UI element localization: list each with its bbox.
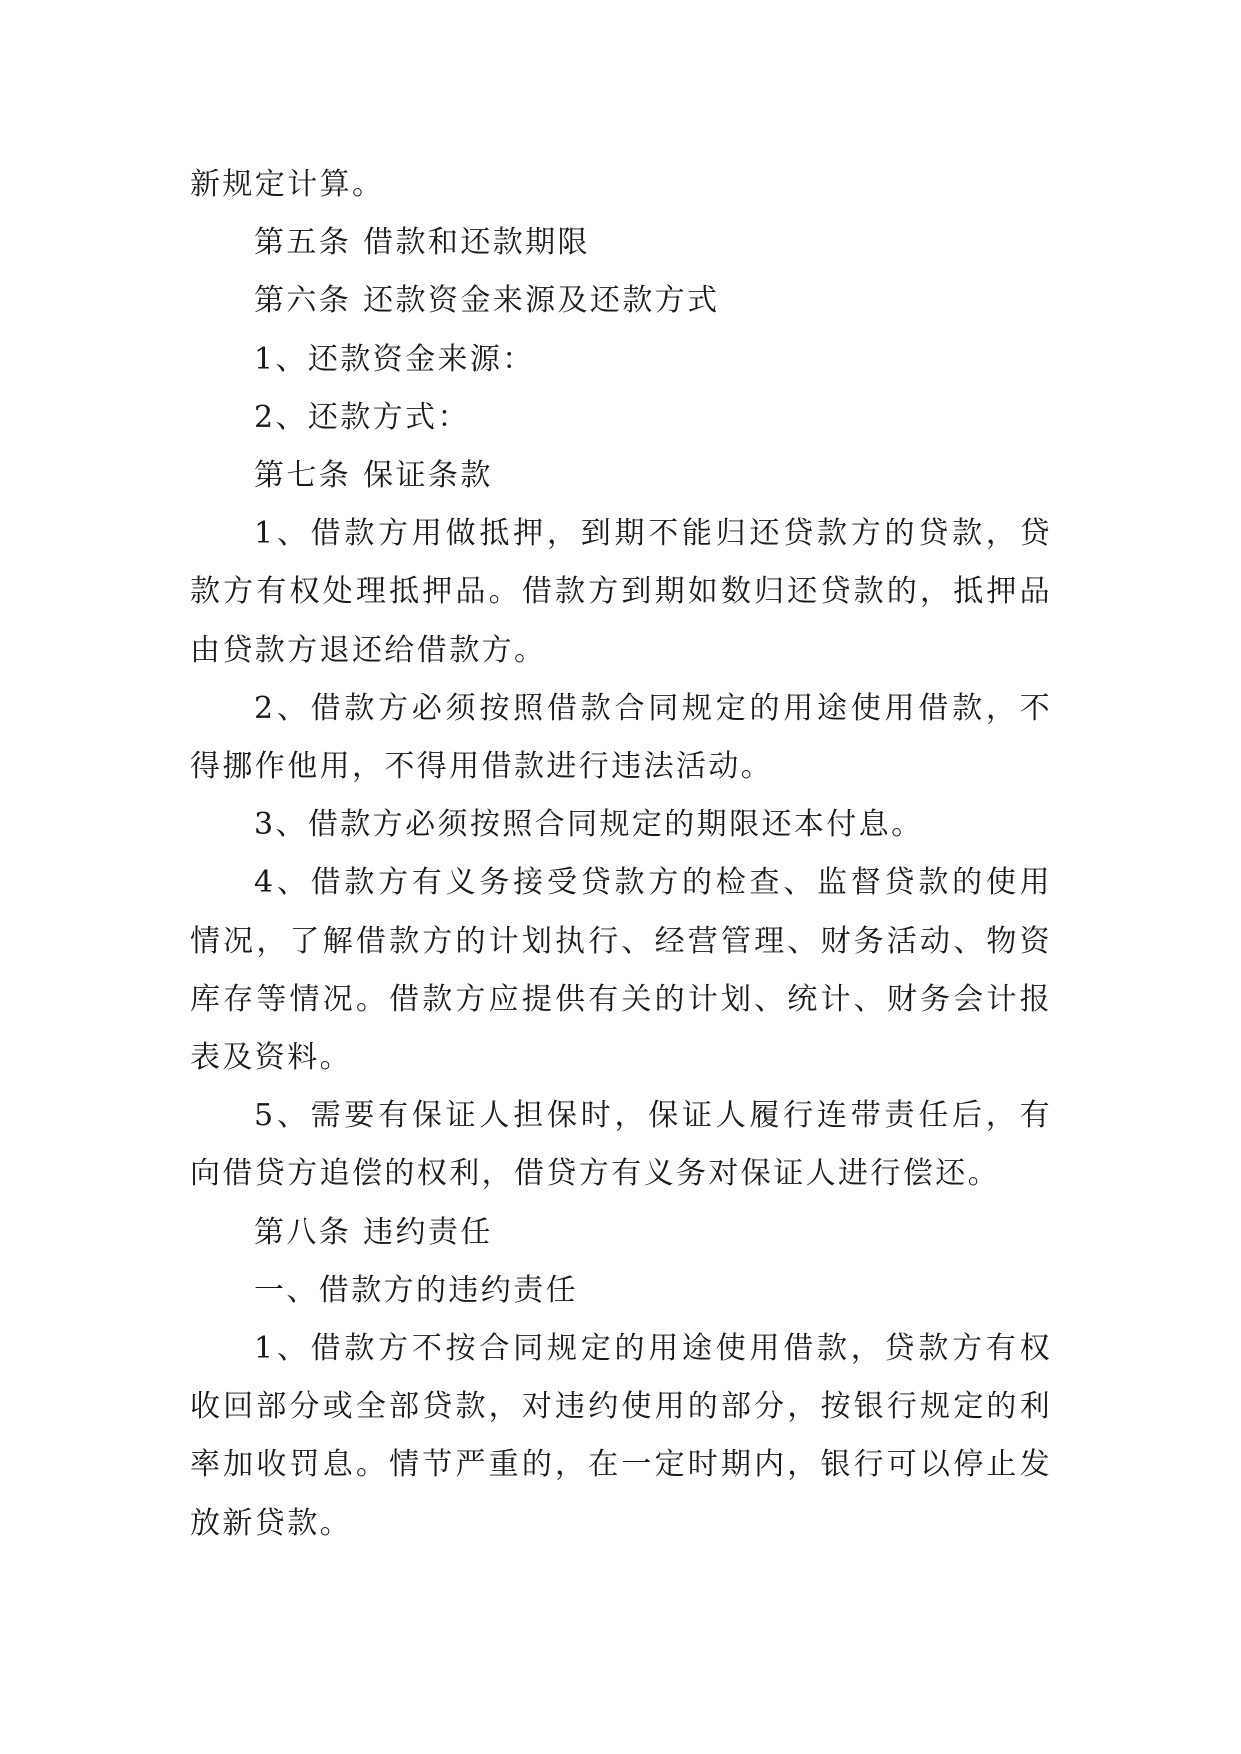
paragraph: 3、借款方必须按照合同规定的期限还本付息。 — [254, 807, 924, 843]
article-7-heading: 第七条 保证条款 — [254, 458, 493, 494]
section-heading: 一、借款方的违约责任 — [254, 1272, 578, 1308]
document-body — [190, 156, 1052, 1553]
article-5-heading: 第五条 借款和还款期限 — [254, 225, 590, 261]
paragraph: 5、需要有保证人担保时，保证人履行连带责任后，有向借贷方追偿的权利，借贷方有义务对保证人进行偿还。 — [190, 1098, 1052, 1192]
article-8-heading: 第八条 违约责任 — [254, 1214, 493, 1250]
paragraph: 2、还款方式： — [254, 399, 470, 435]
paragraph: 1、借款方用做抵押，到期不能归还贷款方的贷款，贷款方有权处理抵押品。借款方到期如数归还贷款的，抵押品由贷款方退还给借款方。 — [190, 516, 1052, 668]
paragraph: 新规定计算。 — [190, 167, 385, 202]
paragraph: 1、还款资金来源： — [254, 341, 535, 377]
paragraph: 1、借款方不按合同规定的用途使用借款，贷款方有权收回部分或全部贷款，对违约使用的部分，按银行规定的利率加收罚息。情节严重的，在一定时期内，银行可以停止发放新贷款。 — [190, 1331, 1052, 1541]
article-6-heading: 第六条 还款资金来源及还款方式 — [254, 283, 720, 319]
paragraph: 4、借款方有义务接受贷款方的检查、监督贷款的使用情况，了解借款方的计划执行、经营管理、财务活动、物资库存等情况。借款方应提供有关的计划、统计、财务会计报表及资料。 — [190, 865, 1052, 1076]
paragraph: 2、借款方必须按照借款合同规定的用途使用借款，不得挪作他用，不得用借款进行违法活动。 — [190, 690, 1052, 785]
